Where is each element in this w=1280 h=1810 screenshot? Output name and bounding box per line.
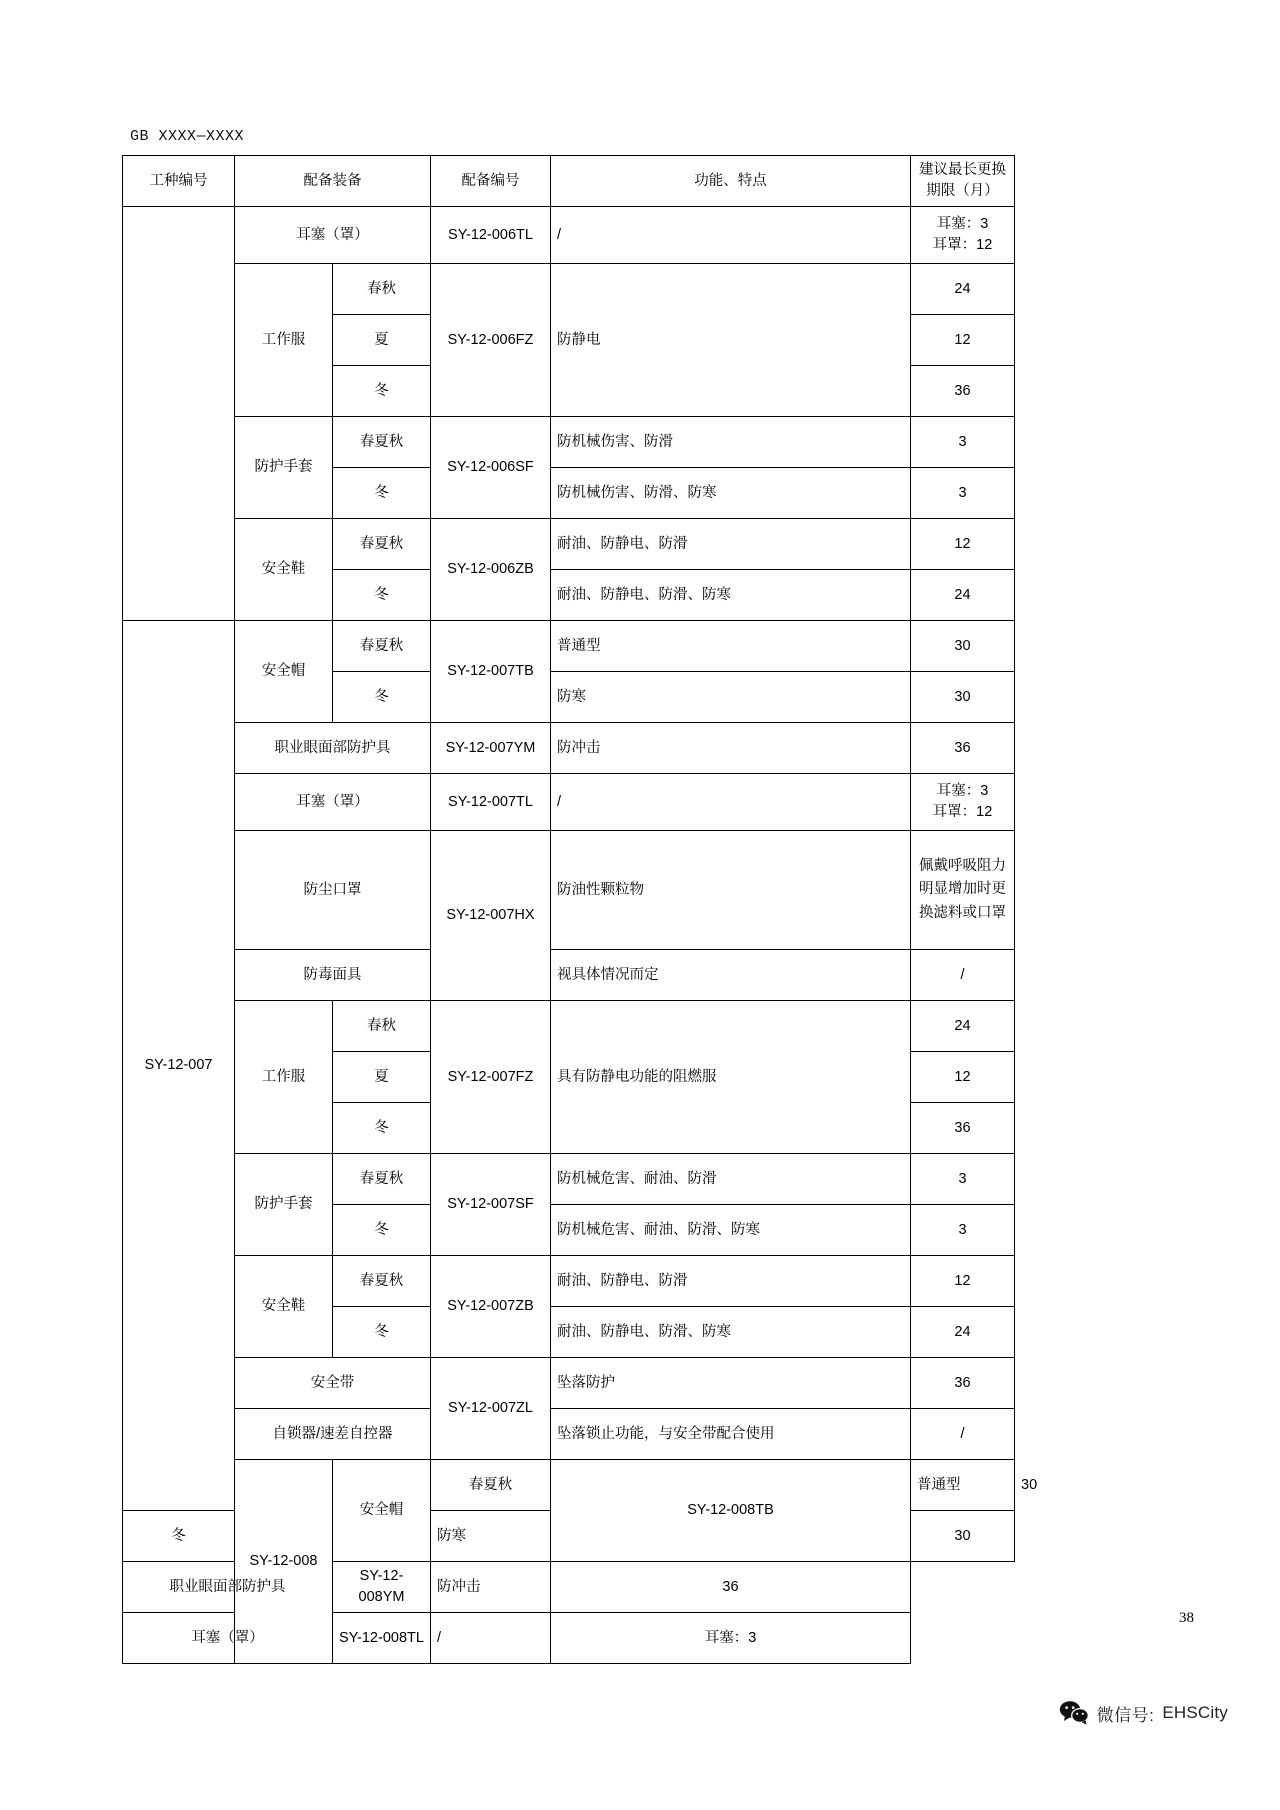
equipment-name: 自锁器/速差自控器 xyxy=(235,1409,431,1460)
equipment-name: 耳塞（罩） xyxy=(235,774,431,831)
period-line-2: 耳罩：12 xyxy=(932,804,993,821)
replacement-period: / xyxy=(911,950,1015,1001)
season-label: 冬 xyxy=(333,366,431,417)
function-text: 防机械伤害、防滑、防寒 xyxy=(551,468,911,519)
equipment-name: 职业眼面部防护具 xyxy=(123,1562,333,1613)
equipment-name: 安全鞋 xyxy=(235,519,333,621)
equipment-name: 安全带 xyxy=(235,1358,431,1409)
function-text: 耐油、防静电、防滑 xyxy=(551,519,911,570)
job-code-group-1 xyxy=(123,207,235,621)
equipment-name: 耳塞（罩） xyxy=(123,1613,333,1664)
equipment-code: SY-12-007ZB xyxy=(431,1256,551,1358)
job-code-group-3: SY-12-008 xyxy=(235,1460,333,1664)
function-text: 坠落锁止功能，与安全带配合使用 xyxy=(551,1409,911,1460)
replacement-period: 12 xyxy=(911,519,1015,570)
season-label: 春夏秋 xyxy=(333,621,431,672)
equipment-code: SY-12-006ZB xyxy=(431,519,551,621)
replacement-period: 36 xyxy=(911,1103,1015,1154)
wechat-label: 微信号: xyxy=(1096,1705,1155,1725)
equipment-name: 安全鞋 xyxy=(235,1256,333,1358)
table-row xyxy=(123,723,1015,774)
replacement-period: 12 xyxy=(911,1052,1015,1103)
season-label: 冬 xyxy=(333,1205,431,1256)
season-label: 春夏秋 xyxy=(333,519,431,570)
table-row xyxy=(123,207,1015,264)
function-text: 防机械危害、耐油、防滑、防寒 xyxy=(551,1205,911,1256)
table-row: SY-12-008 安全帽 春夏秋 SY-12-008TB 普通型 30 xyxy=(123,1460,1015,1511)
replacement-period: 12 xyxy=(911,315,1015,366)
replacement-period: / xyxy=(911,1409,1015,1460)
equipment-name: 安全帽 xyxy=(235,621,333,723)
header-job-code: 工种编号 xyxy=(123,156,235,207)
equipment-code: SY-12-008TL xyxy=(333,1613,431,1664)
table-row xyxy=(123,1358,1015,1409)
function-text: 防机械危害、耐油、防滑 xyxy=(551,1154,911,1205)
replacement-period: 36 xyxy=(911,366,1015,417)
table-row xyxy=(123,1154,1015,1205)
season-label: 春夏秋 xyxy=(333,1256,431,1307)
header-equip-code: 配备编号 xyxy=(431,156,551,207)
equipment-code: SY-12-008TB xyxy=(551,1460,911,1562)
table-row xyxy=(123,831,1015,950)
replacement-period: 3 xyxy=(911,468,1015,519)
function-text: 耐油、防静电、防滑、防寒 xyxy=(551,1307,911,1358)
equipment-name: 耳塞（罩） xyxy=(235,207,431,264)
table-row xyxy=(123,519,1015,570)
table-header-row xyxy=(123,156,1015,207)
equipment-code: SY-12-007SF xyxy=(431,1154,551,1256)
header-function: 功能、特点 xyxy=(551,156,911,207)
wechat-footer xyxy=(1059,1700,1228,1726)
replacement-period: 3 xyxy=(911,417,1015,468)
period-line-2: 耳罩：12 xyxy=(932,237,993,254)
season-label: 春秋 xyxy=(333,1001,431,1052)
replacement-period: 24 xyxy=(911,1001,1015,1052)
season-label: 冬 xyxy=(123,1511,235,1562)
function-text: 防机械伤害、防滑 xyxy=(551,417,911,468)
function-text: 普通型 xyxy=(911,1460,1015,1511)
equipment-code: SY-12-007TB xyxy=(431,621,551,723)
table-row xyxy=(123,621,1015,672)
equipment-name: 防尘口罩 xyxy=(235,831,431,950)
function-text: 具有防静电功能的阻燃服 xyxy=(551,1001,911,1154)
function-text: 视具体情况而定 xyxy=(551,950,911,1001)
equipment-name: 职业眼面部防护具 xyxy=(235,723,431,774)
equipment-code: SY-12-007YM xyxy=(431,723,551,774)
replacement-period: 24 xyxy=(911,1307,1015,1358)
function-text: 普通型 xyxy=(551,621,911,672)
replacement-period: 24 xyxy=(911,264,1015,315)
table-row xyxy=(123,1409,1015,1460)
equipment-code: SY-12-006TL xyxy=(431,207,551,264)
equipment-code: SY-12-007HX xyxy=(431,831,551,1001)
period-line-1: 耳塞：3 xyxy=(936,216,989,233)
table-row xyxy=(123,950,1015,1001)
job-code-group-2: SY-12-007 xyxy=(123,621,235,1511)
table-row xyxy=(123,264,1015,315)
replacement-period xyxy=(911,774,1015,831)
wechat-icon xyxy=(1059,1700,1089,1726)
table-row xyxy=(123,417,1015,468)
season-label: 春夏秋 xyxy=(333,417,431,468)
function-text: 防冲击 xyxy=(431,1562,551,1613)
equipment-name: 工作服 xyxy=(235,1001,333,1154)
function-text: / xyxy=(431,1613,551,1664)
standard-code-header: GB XXXX—XXXX xyxy=(130,128,245,145)
replacement-period xyxy=(911,207,1015,264)
replacement-period: 30 xyxy=(911,672,1015,723)
equipment-code: SY-12-007ZL xyxy=(431,1358,551,1460)
season-label: 冬 xyxy=(333,672,431,723)
season-label: 春夏秋 xyxy=(333,1154,431,1205)
table-row xyxy=(123,1613,1015,1664)
season-label: 冬 xyxy=(333,570,431,621)
season-label: 冬 xyxy=(333,1307,431,1358)
function-text: 防油性颗粒物 xyxy=(551,831,911,950)
table-row xyxy=(123,1256,1015,1307)
function-text: 防寒 xyxy=(431,1511,551,1562)
replacement-period: 24 xyxy=(911,570,1015,621)
page-number: 38 xyxy=(1179,1610,1194,1626)
season-label: 夏 xyxy=(333,1052,431,1103)
wechat-brand: EHSCity xyxy=(1162,1703,1228,1722)
equipment-name: 安全帽 xyxy=(333,1460,431,1562)
replacement-period: 36 xyxy=(551,1562,911,1613)
period-line-1: 耳塞：3 xyxy=(936,783,989,800)
equipment-code: SY-12-007FZ xyxy=(431,1001,551,1154)
function-text: / xyxy=(551,207,911,264)
equipment-code: SY-12-006SF xyxy=(431,417,551,519)
season-label: 春秋 xyxy=(333,264,431,315)
replacement-period: 30 xyxy=(911,621,1015,672)
function-text: 防寒 xyxy=(551,672,911,723)
season-label: 冬 xyxy=(333,1103,431,1154)
replacement-period: 3 xyxy=(911,1154,1015,1205)
function-text: 耐油、防静电、防滑、防寒 xyxy=(551,570,911,621)
equipment-name: 防护手套 xyxy=(235,417,333,519)
equipment-name: 工作服 xyxy=(235,264,333,417)
function-text: / xyxy=(551,774,911,831)
function-text: 防静电 xyxy=(551,264,911,417)
equipment-code: SY-12-007TL xyxy=(431,774,551,831)
table-row xyxy=(123,774,1015,831)
equipment-name: 防毒面具 xyxy=(235,950,431,1001)
replacement-period: 3 xyxy=(911,1205,1015,1256)
ppe-allocation-table xyxy=(122,155,1038,1664)
function-text: 耐油、防静电、防滑 xyxy=(551,1256,911,1307)
replacement-period: 耳塞：3 xyxy=(551,1613,911,1664)
replacement-period: 36 xyxy=(911,1358,1015,1409)
replacement-period: 佩戴呼吸阻力明显增加时更换滤料或口罩 xyxy=(911,831,1015,950)
function-text: 防冲击 xyxy=(551,723,911,774)
table-row xyxy=(123,1001,1015,1052)
header-replacement-period: 建议最长更换期限（月） xyxy=(911,156,1015,207)
equipment-code: SY-12-006FZ xyxy=(431,264,551,417)
function-text: 坠落防护 xyxy=(551,1358,911,1409)
equipment-name: 防护手套 xyxy=(235,1154,333,1256)
header-equipment: 配备装备 xyxy=(235,156,431,207)
replacement-period: 12 xyxy=(911,1256,1015,1307)
equipment-code: SY-12-008YM xyxy=(333,1562,431,1613)
replacement-period: 36 xyxy=(911,723,1015,774)
season-label: 冬 xyxy=(333,468,431,519)
season-label: 春夏秋 xyxy=(431,1460,551,1511)
season-label: 夏 xyxy=(333,315,431,366)
replacement-period: 30 xyxy=(911,1511,1015,1562)
